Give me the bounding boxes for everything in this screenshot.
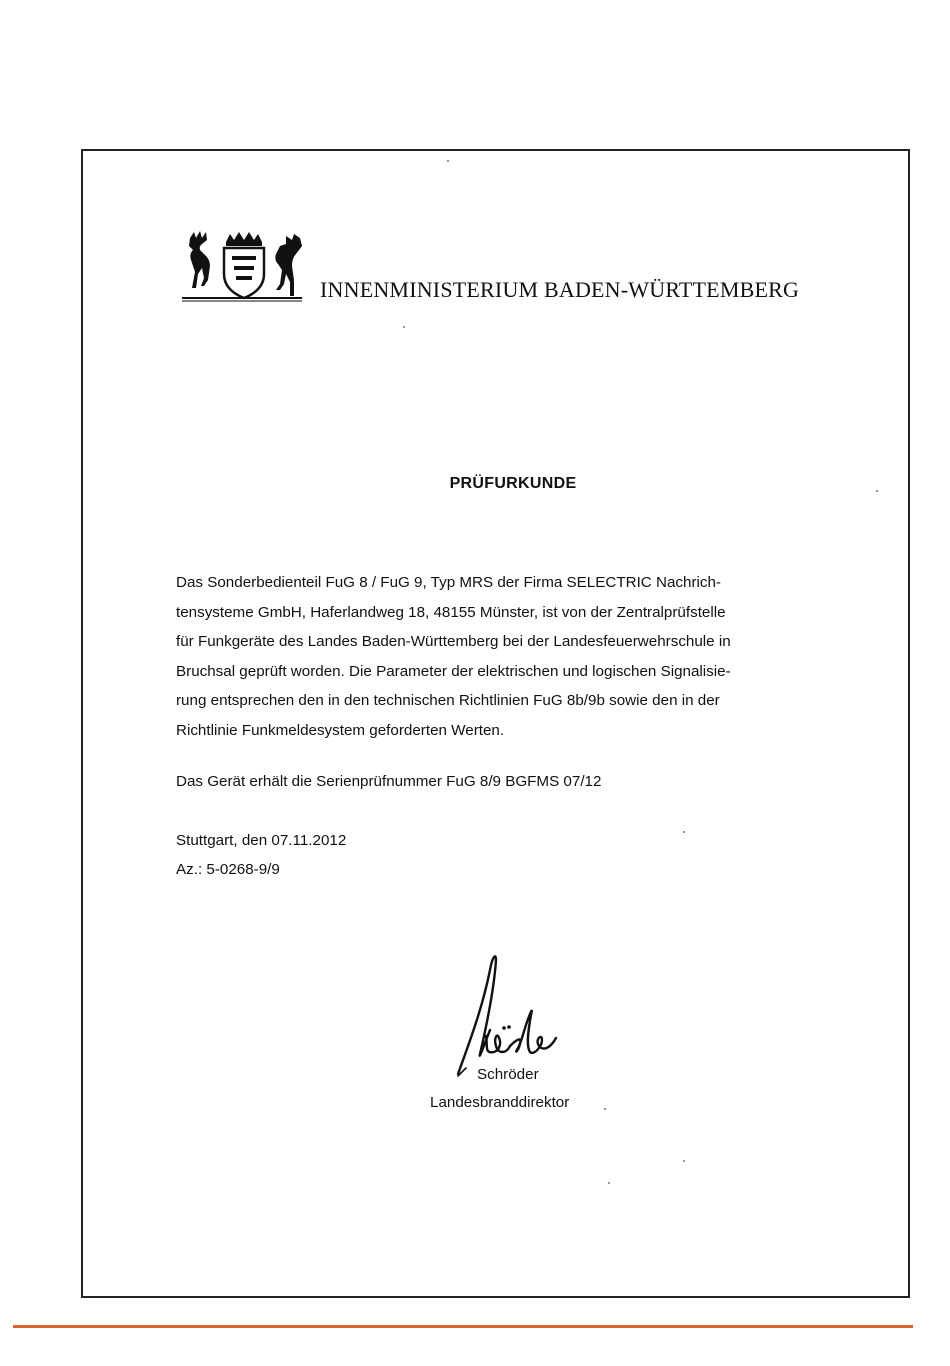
certificate-body [176, 568, 856, 746]
coat-of-arms-icon [182, 230, 304, 302]
scan-speck [683, 831, 685, 833]
place-and-date: Stuttgart, den 07.11.2012 [176, 832, 347, 849]
handwritten-signature-icon [456, 950, 566, 1078]
body-line: Richtlinie Funkmeldesystem geforderten Werten. [176, 721, 505, 739]
body-line: Das Sonderbedienteil FuG 8 / FuG 9, Typ MRS der Firma SELECTRIC Nachrich- [176, 574, 721, 591]
body-line: rung entsprechen den in den technischen Richtlinien FuG 8b/9b sowie den in der [176, 692, 720, 710]
body-line: tensysteme GmbH, Haferlandweg 18, 48155 Münster, ist von der Zentralprüfstelle [176, 603, 726, 621]
scan-speck [608, 1182, 610, 1184]
signer-name: Schröder [477, 1066, 539, 1083]
document-title: PRÜFURKUNDE [449, 475, 577, 492]
scan-speck [604, 1108, 606, 1110]
body-line: Bruchsal geprüft worden. Die Parameter der elektrischen und logischen Signalisie- [176, 662, 731, 680]
scan-speck [403, 326, 405, 328]
scan-speck [447, 160, 449, 162]
body-line: für Funkgeräte des Landes Baden-Württemberg bei der Landesfeuerwehrschule in [176, 633, 731, 651]
ministry-name: INNENMINISTERIUM BADEN-WÜRTTEMBERG [320, 277, 800, 302]
signer-role: Landesbranddirektor [430, 1094, 570, 1111]
scan-speck [683, 1160, 685, 1162]
serial-number-statement: Das Gerät erhält die Serienprüfnummer FuG 8/9 BGFMS 07/12 [176, 773, 602, 790]
reference-number: Az.: 5-0268-9/9 [176, 861, 280, 878]
footer-rule [13, 1325, 913, 1328]
